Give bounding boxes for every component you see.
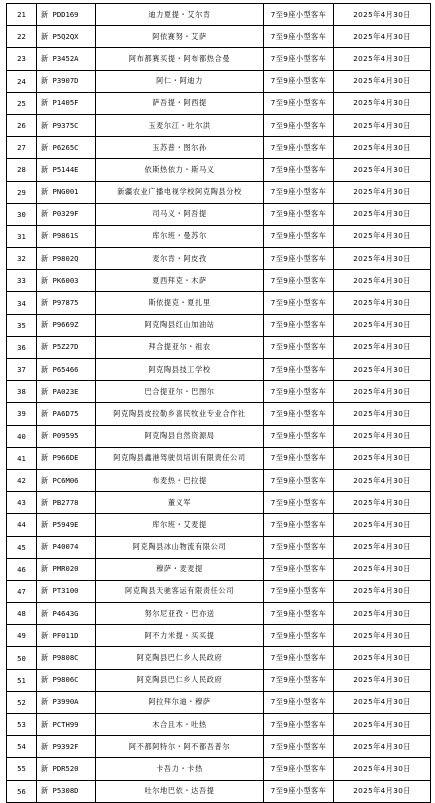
- plate-number: 新 PMR020: [37, 559, 96, 581]
- date-cell: 2025年4月30日: [334, 581, 431, 603]
- owner-name: 巴合提亚尔・巴图尔: [96, 381, 264, 403]
- row-number: 35: [7, 315, 37, 337]
- table-row: [7, 48, 431, 70]
- owner-name: 阿不都阿特尔・阿不都吾普尔: [96, 736, 264, 758]
- owner-name: 新疆农业广播电视学校阿克陶县分校: [96, 182, 264, 204]
- table-row: [7, 204, 431, 226]
- date-cell: 2025年4月30日: [334, 492, 431, 514]
- owner-name: 阿克陶县巴仁乡人民政府: [96, 670, 264, 692]
- table-row: [7, 270, 431, 292]
- owner-name: 阿拉拜尔迪・穆萨: [96, 692, 264, 714]
- row-number: 25: [7, 93, 37, 115]
- table-row: [7, 403, 431, 425]
- vehicle-type: 7至9座小型客车: [264, 292, 334, 314]
- plate-number: 新 P3907D: [37, 71, 96, 93]
- vehicle-type: 7至9座小型客车: [264, 470, 334, 492]
- vehicle-type: 7至9座小型客车: [264, 359, 334, 381]
- owner-name: 迪力夏提・艾尔肯: [96, 4, 264, 26]
- owner-name: 阿克陶县天驰客运有限责任公司: [96, 581, 264, 603]
- date-cell: 2025年4月30日: [334, 337, 431, 359]
- row-number: 36: [7, 337, 37, 359]
- plate-number: 新 P65466: [37, 359, 96, 381]
- row-number: 46: [7, 559, 37, 581]
- row-number: 23: [7, 48, 37, 70]
- row-number: 48: [7, 603, 37, 625]
- date-cell: 2025年4月30日: [334, 248, 431, 270]
- owner-name: 库尔班・艾麦提: [96, 514, 264, 536]
- table-row: [7, 248, 431, 270]
- row-number: 27: [7, 137, 37, 159]
- vehicle-type: 7至9座小型客车: [264, 736, 334, 758]
- date-cell: 2025年4月30日: [334, 714, 431, 736]
- vehicle-type: 7至9座小型客车: [264, 159, 334, 181]
- table-row: [7, 337, 431, 359]
- owner-name: 阿克陶县红山加油站: [96, 315, 264, 337]
- table-row: [7, 514, 431, 536]
- row-number: 33: [7, 270, 37, 292]
- table-row: [7, 71, 431, 93]
- plate-number: 新 P97875: [37, 292, 96, 314]
- plate-number: 新 PB2778: [37, 492, 96, 514]
- table-row: [7, 381, 431, 403]
- row-number: 51: [7, 670, 37, 692]
- plate-number: 新 P1405F: [37, 93, 96, 115]
- owner-name: 阿克陶县冰山物流有限公司: [96, 537, 264, 559]
- plate-number: 新 P9375C: [37, 115, 96, 137]
- date-cell: 2025年4月30日: [334, 204, 431, 226]
- vehicle-type: 7至9座小型客车: [264, 603, 334, 625]
- table-row: [7, 692, 431, 714]
- plate-number: 新 P9806C: [37, 670, 96, 692]
- owner-name: 拜合提亚尔・祖农: [96, 337, 264, 359]
- date-cell: 2025年4月30日: [334, 315, 431, 337]
- table-row: [7, 470, 431, 492]
- vehicle-type: 7至9座小型客车: [264, 647, 334, 669]
- date-cell: 2025年4月30日: [334, 93, 431, 115]
- vehicle-type: 7至9座小型客车: [264, 514, 334, 536]
- vehicle-type: 7至9座小型客车: [264, 182, 334, 204]
- date-cell: 2025年4月30日: [334, 470, 431, 492]
- plate-number: 新 P09595: [37, 426, 96, 448]
- table-row: [7, 26, 431, 48]
- row-number: 39: [7, 403, 37, 425]
- plate-number: 新 PK6003: [37, 270, 96, 292]
- vehicle-type: 7至9座小型客车: [264, 4, 334, 26]
- table-row: [7, 4, 431, 26]
- table-row: [7, 315, 431, 337]
- vehicle-type: 7至9座小型客车: [264, 337, 334, 359]
- owner-name: 玉苏普・图尔孙: [96, 137, 264, 159]
- date-cell: 2025年4月30日: [334, 647, 431, 669]
- date-cell: 2025年4月30日: [334, 48, 431, 70]
- owner-name: 玉麦尔江・吐尔洪: [96, 115, 264, 137]
- plate-number: 新 P5144E: [37, 159, 96, 181]
- table-row: [7, 603, 431, 625]
- date-cell: 2025年4月30日: [334, 603, 431, 625]
- row-number: 24: [7, 71, 37, 93]
- owner-name: 吐尔地巴依・达吾提: [96, 781, 264, 803]
- owner-name: 斯依提克・夏扎里: [96, 292, 264, 314]
- vehicle-type: 7至9座小型客车: [264, 559, 334, 581]
- table-row: [7, 559, 431, 581]
- date-cell: 2025年4月30日: [334, 448, 431, 470]
- plate-number: 新 P6265C: [37, 137, 96, 159]
- owner-name: 阿仁・阿迪力: [96, 71, 264, 93]
- plate-number: 新 P40074: [37, 537, 96, 559]
- date-cell: 2025年4月30日: [334, 381, 431, 403]
- plate-number: 新 PT3100: [37, 581, 96, 603]
- vehicle-type: 7至9座小型客车: [264, 71, 334, 93]
- row-number: 42: [7, 470, 37, 492]
- vehicle-type: 7至9座小型客车: [264, 758, 334, 780]
- plate-number: 新 P9802Q: [37, 248, 96, 270]
- owner-name: 阿克陶县自然资源局: [96, 426, 264, 448]
- owner-name: 库尔班・曼苏尔: [96, 226, 264, 248]
- table-row: [7, 93, 431, 115]
- date-cell: 2025年4月30日: [334, 4, 431, 26]
- table-row: [7, 492, 431, 514]
- plate-number: 新 P5949E: [37, 514, 96, 536]
- plate-number: 新 PF011D: [37, 625, 96, 647]
- vehicle-type: 7至9座小型客车: [264, 537, 334, 559]
- plate-number: 新 P5Z27D: [37, 337, 96, 359]
- plate-number: 新 PNG001: [37, 182, 96, 204]
- row-number: 43: [7, 492, 37, 514]
- plate-number: 新 PCTH99: [37, 714, 96, 736]
- owner-name: 阿克陶县鑫港驾驶员培训有限责任公司: [96, 448, 264, 470]
- table-row: [7, 736, 431, 758]
- table-row: [7, 292, 431, 314]
- date-cell: 2025年4月30日: [334, 26, 431, 48]
- table-row: [7, 159, 431, 181]
- date-cell: 2025年4月30日: [334, 736, 431, 758]
- date-cell: 2025年4月30日: [334, 403, 431, 425]
- table-row: [7, 714, 431, 736]
- row-number: 22: [7, 26, 37, 48]
- vehicle-type: 7至9座小型客车: [264, 248, 334, 270]
- table-row: [7, 537, 431, 559]
- date-cell: 2025年4月30日: [334, 781, 431, 803]
- vehicle-type: 7至9座小型客车: [264, 403, 334, 425]
- vehicle-type: 7至9座小型客车: [264, 93, 334, 115]
- date-cell: 2025年4月30日: [334, 137, 431, 159]
- owner-name: 阿克陶县技工学校: [96, 359, 264, 381]
- table-row: [7, 581, 431, 603]
- row-number: 45: [7, 537, 37, 559]
- vehicle-type: 7至9座小型客车: [264, 226, 334, 248]
- date-cell: 2025年4月30日: [334, 625, 431, 647]
- date-cell: 2025年4月30日: [334, 758, 431, 780]
- vehicle-type: 7至9座小型客车: [264, 270, 334, 292]
- plate-number: 新 P9808C: [37, 647, 96, 669]
- row-number: 53: [7, 714, 37, 736]
- row-number: 26: [7, 115, 37, 137]
- date-cell: 2025年4月30日: [334, 537, 431, 559]
- owner-name: 努尔尼亚孜・巴亦送: [96, 603, 264, 625]
- row-number: 52: [7, 692, 37, 714]
- vehicle-type: 7至9座小型客车: [264, 670, 334, 692]
- vehicle-type: 7至9座小型客车: [264, 714, 334, 736]
- row-number: 49: [7, 625, 37, 647]
- vehicle-type: 7至9座小型客车: [264, 137, 334, 159]
- vehicle-type: 7至9座小型客车: [264, 492, 334, 514]
- plate-number: 新 P3452A: [37, 48, 96, 70]
- owner-name: 阿不力米提・买买提: [96, 625, 264, 647]
- row-number: 31: [7, 226, 37, 248]
- date-cell: 2025年4月30日: [334, 226, 431, 248]
- plate-number: 新 PA023E: [37, 381, 96, 403]
- owner-name: 卡吾力・卡热: [96, 758, 264, 780]
- date-cell: 2025年4月30日: [334, 292, 431, 314]
- row-number: 54: [7, 736, 37, 758]
- owner-name: 穆萨・麦麦提: [96, 559, 264, 581]
- row-number: 56: [7, 781, 37, 803]
- date-cell: 2025年4月30日: [334, 514, 431, 536]
- owner-name: 萨吾提・阿西提: [96, 93, 264, 115]
- plate-number: 新 P4643G: [37, 603, 96, 625]
- table-row: [7, 758, 431, 780]
- row-number: 38: [7, 381, 37, 403]
- plate-number: 新 PDR520: [37, 758, 96, 780]
- date-cell: 2025年4月30日: [334, 182, 431, 204]
- table-row: [7, 137, 431, 159]
- owner-name: 阿克陶县巴仁乡人民政府: [96, 647, 264, 669]
- vehicle-type: 7至9座小型客车: [264, 692, 334, 714]
- vehicle-type: 7至9座小型客车: [264, 48, 334, 70]
- table-row: [7, 781, 431, 803]
- plate-number: 新 P966DE: [37, 448, 96, 470]
- row-number: 55: [7, 758, 37, 780]
- row-number: 29: [7, 182, 37, 204]
- owner-name: 木合且木・吐热: [96, 714, 264, 736]
- owner-name: 依斯热依力・斯马义: [96, 159, 264, 181]
- plate-number: 新 PC6M06: [37, 470, 96, 492]
- plate-number: 新 P3990A: [37, 692, 96, 714]
- vehicle-type: 7至9座小型客车: [264, 315, 334, 337]
- plate-number: 新 P9392F: [37, 736, 96, 758]
- vehicle-type: 7至9座小型客车: [264, 381, 334, 403]
- table-row: [7, 448, 431, 470]
- table-row: [7, 647, 431, 669]
- row-number: 21: [7, 4, 37, 26]
- row-number: 44: [7, 514, 37, 536]
- row-number: 28: [7, 159, 37, 181]
- vehicle-type: 7至9座小型客车: [264, 26, 334, 48]
- vehicle-type: 7至9座小型客车: [264, 781, 334, 803]
- date-cell: 2025年4月30日: [334, 159, 431, 181]
- row-number: 34: [7, 292, 37, 314]
- vehicle-type: 7至9座小型客车: [264, 426, 334, 448]
- plate-number: 新 PDD169: [37, 4, 96, 26]
- table-row: [7, 359, 431, 381]
- date-cell: 2025年4月30日: [334, 270, 431, 292]
- owner-name: 阿克陶县皮拉勒乡喜民牧业专业合作社: [96, 403, 264, 425]
- date-cell: 2025年4月30日: [334, 670, 431, 692]
- owner-name: 布麦热・巴拉提: [96, 470, 264, 492]
- plate-number: 新 P9861S: [37, 226, 96, 248]
- plate-number: 新 P0329F: [37, 204, 96, 226]
- row-number: 41: [7, 448, 37, 470]
- vehicle-type: 7至9座小型客车: [264, 115, 334, 137]
- date-cell: 2025年4月30日: [334, 692, 431, 714]
- table-row: [7, 226, 431, 248]
- plate-number: 新 PA6D75: [37, 403, 96, 425]
- row-number: 47: [7, 581, 37, 603]
- owner-name: 阿依赛努・艾萨: [96, 26, 264, 48]
- table-row: [7, 670, 431, 692]
- row-number: 32: [7, 248, 37, 270]
- table-row: [7, 115, 431, 137]
- table-row: [7, 625, 431, 647]
- date-cell: 2025年4月30日: [334, 71, 431, 93]
- owner-name: 阿布都赛买提・阿布都热合曼: [96, 48, 264, 70]
- plate-number: 新 P9669Z: [37, 315, 96, 337]
- date-cell: 2025年4月30日: [334, 426, 431, 448]
- plate-number: 新 P5Q2QX: [37, 26, 96, 48]
- vehicle-type: 7至9座小型客车: [264, 204, 334, 226]
- row-number: 30: [7, 204, 37, 226]
- owner-name: 麦尔肯・阿皮孜: [96, 248, 264, 270]
- date-cell: 2025年4月30日: [334, 115, 431, 137]
- date-cell: 2025年4月30日: [334, 359, 431, 381]
- owner-name: 董义军: [96, 492, 264, 514]
- owner-name: 司马义・阿吾提: [96, 204, 264, 226]
- row-number: 40: [7, 426, 37, 448]
- owner-name: 夏西拜克・木萨: [96, 270, 264, 292]
- row-number: 50: [7, 647, 37, 669]
- row-number: 37: [7, 359, 37, 381]
- table-row: [7, 182, 431, 204]
- table-row: [7, 426, 431, 448]
- vehicle-type: 7至9座小型客车: [264, 581, 334, 603]
- vehicle-type: 7至9座小型客车: [264, 625, 334, 647]
- vehicle-table: [6, 3, 431, 803]
- date-cell: 2025年4月30日: [334, 559, 431, 581]
- plate-number: 新 P5308D: [37, 781, 96, 803]
- vehicle-type: 7至9座小型客车: [264, 448, 334, 470]
